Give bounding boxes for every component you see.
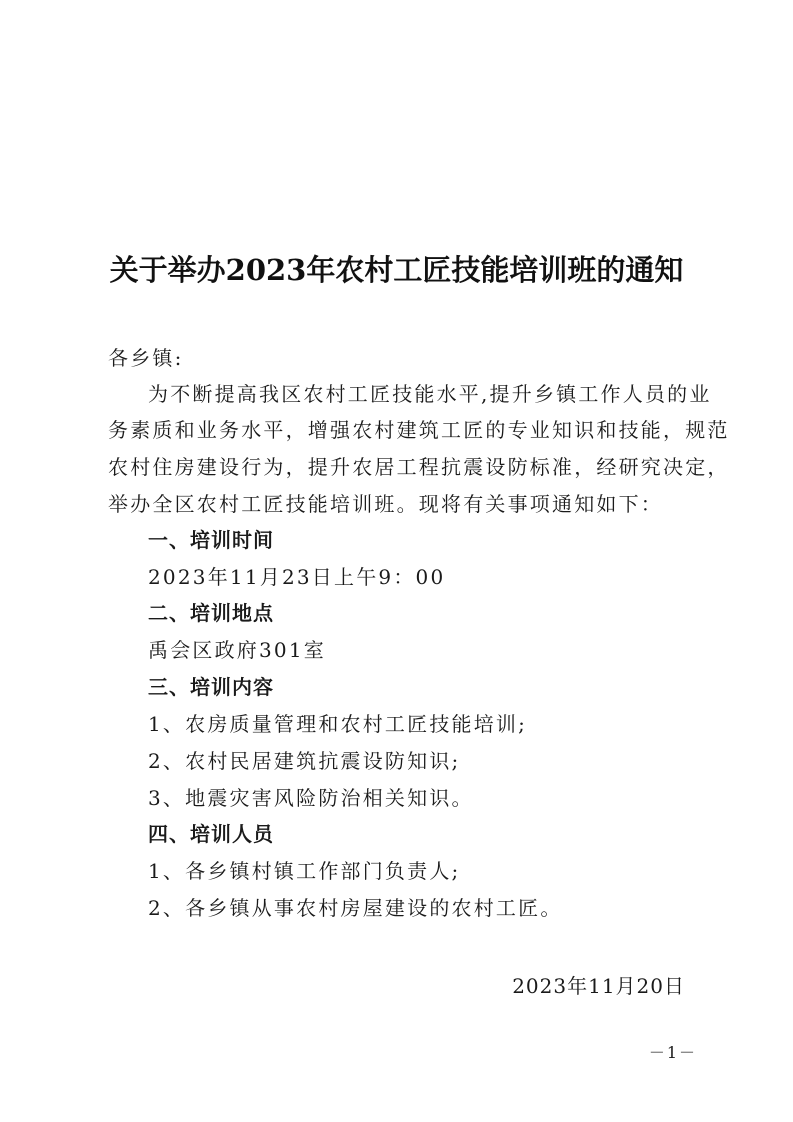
intro-line-3: 农村住房建设行为，提升农居工程抗震设防标准，经研究决定，: [108, 455, 730, 479]
content-item-2: 2、农村民居建筑抗震设防知识;: [148, 749, 461, 773]
intro-line-4: 举办全区农村工匠技能培训班。现将有关事项通知如下：: [108, 492, 663, 516]
section-heading-content: 三、培训内容: [148, 675, 274, 699]
personnel-item-2: 2、各乡镇从事农村房屋建设的农村工匠。: [148, 896, 563, 920]
document-date: 2023年11月20日: [512, 974, 685, 998]
document-title: 关于举办2023年农村工匠技能培训班的通知: [109, 253, 684, 287]
section-heading-location: 二、培训地点: [148, 601, 274, 625]
intro-line-1: 为不断提高我区农村工匠技能水平,提升乡镇工作人员的业: [148, 382, 712, 406]
section-text-time: 2023年11月23日上午9：00: [148, 565, 446, 589]
intro-line-2: 务素质和业务水平，增强农村建筑工匠的专业知识和技能，规范: [108, 418, 730, 442]
section-heading-personnel: 四、培训人员: [148, 822, 274, 846]
content-item-3: 3、地震灾害风险防治相关知识。: [148, 786, 474, 810]
section-heading-time: 一、培训时间: [148, 528, 274, 552]
content-item-1: 1、农房质量管理和农村工匠技能培训;: [148, 712, 528, 736]
section-text-location: 禹会区政府301室: [148, 638, 326, 662]
page-number: －1－: [648, 1043, 697, 1062]
personnel-item-1: 1、各乡镇村镇工作部门负责人;: [148, 859, 461, 883]
salutation: 各乡镇:: [108, 346, 184, 370]
